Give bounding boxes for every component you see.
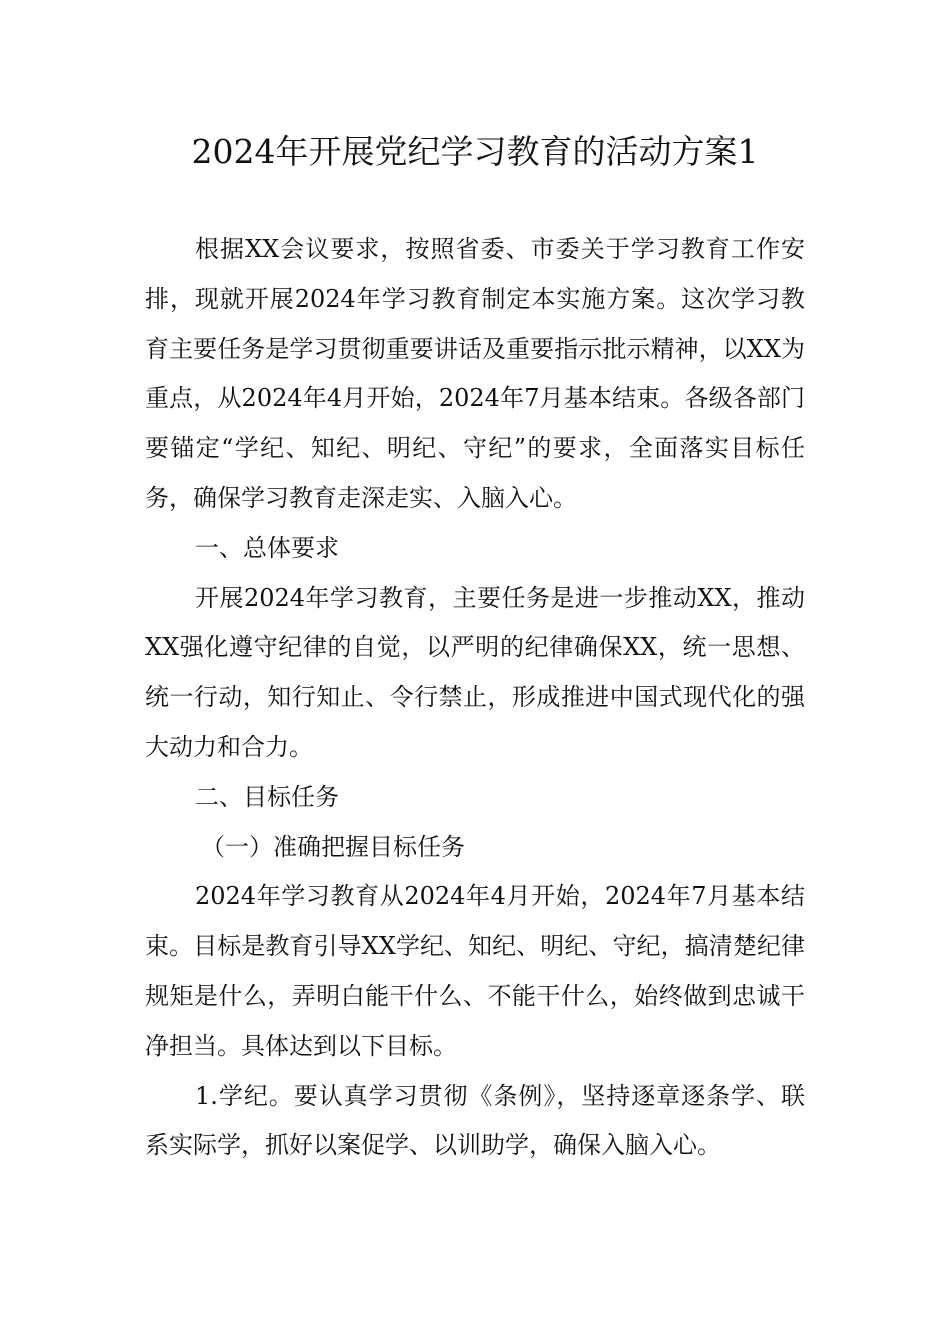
goals-paragraph: 2024年学习教育从2024年4月开始，2024年7月基本结束。目标是教育引导XX学纪、知纪、明纪、守纪，搞清楚纪律规矩是什么，弄明白能干什么、不能干什么，始终做到忠诚干净担当。具体达到以下目标。 xyxy=(145,882,805,1060)
study-discipline-paragraph: 1.学纪。要认真学习贯彻《条例》，坚持逐章逐条学、联系实际学，抓好以案促学、以训助学，确保入脑入心。 xyxy=(145,1081,805,1160)
document-body xyxy=(145,225,805,1171)
general-requirements-paragraph: 开展2024年学习教育，主要任务是进一步推动XX，推动XX强化遵守纪律的自觉，以严明的纪律确保XX，统一思想、统一行动，知行知止、令行禁止，形成推进中国式现代化的强大动力和合力。 xyxy=(145,583,805,761)
subsection-heading-grasp-goals: （一）准确把握目标任务 xyxy=(201,832,465,861)
section-heading-general-requirements: 一、总体要求 xyxy=(195,533,339,562)
section-heading-goals-tasks: 二、目标任务 xyxy=(195,782,339,811)
intro-paragraph: 根据XX会议要求，按照省委、市委关于学习教育工作安排，现就开展2024年学习教育制定本实施方案。这次学习教育主要任务是学习贯彻重要讲话及重要指示批示精神，以XX为重点，从2024年4月开始，2024年7月基本结束。各级各部门要锚定“学纪、知纪、明纪、守纪”的要求，全面落实目标任务，确保学习教育走深走实、入脑入心。 xyxy=(145,235,805,512)
document-title: 2024年开展党纪学习教育的活动方案1 xyxy=(191,132,759,171)
